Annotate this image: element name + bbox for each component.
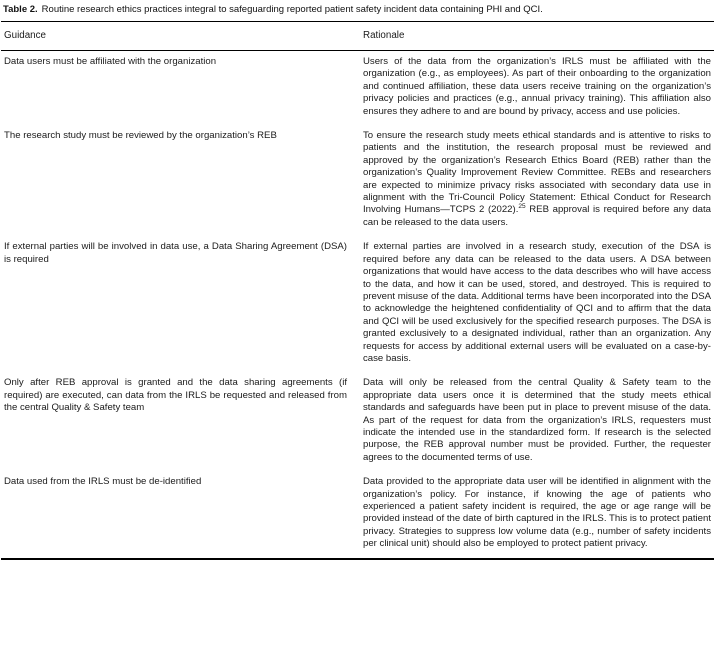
column-header-guidance: Guidance	[1, 22, 357, 51]
table-row	[1, 236, 714, 372]
table-row	[1, 51, 714, 126]
table-caption-text: Routine research ethics practices integral to safeguarding reported patient safety incident data containing PHI and QCI.	[41, 4, 543, 15]
guidance-cell: Only after REB approval is granted and the data sharing agreements (if required) are executed, can data from the IRLS be requested and released from the central Quality & Safety team	[4, 377, 347, 414]
guidance-cell: The research study must be reviewed by the organization’s REB	[4, 130, 277, 142]
rationale-cell: Data will only be released from the central Quality & Safety team to the appropriate data users once it is determined that the study meets ethical standards and safeguards have been put in place to prevent misuse of the data. As part of the request for data from the organization’s IRLS, requesters must indicate the intended use in the standardized form. If research is the selected purpose, the REB approval number must be provided. Further, the requester agrees to the documented terms of use.	[363, 377, 711, 463]
table-row	[1, 125, 714, 236]
table-caption	[1, 3, 714, 21]
table-caption-label: Table 2.	[3, 4, 38, 15]
guidance-cell: If external parties will be involved in data use, a Data Sharing Agreement (DSA) is required	[4, 241, 347, 265]
rationale-cell: Users of the data from the organization’s IRLS must be affiliated with the organization (e.g., as employees). As part of their onboarding to the organization and continued affiliation, these data users receive training on the organization’s privacy policies and practices (e.g., annual privacy training). This affiliation also ensures they adhere to and are bound by privacy, access and use policies.	[363, 56, 711, 117]
guidance-cell: Data used from the IRLS must be de-identified	[4, 476, 202, 488]
guidance-cell: Data users must be affiliated with the organization	[4, 56, 217, 67]
table-row	[1, 372, 714, 471]
rationale-cell: If external parties are involved in a research study, execution of the DSA is required before any data can be released to the data users. A DSA between organizations that would have access to the data describes who will have access to the data, and how it can be used, stored, and destroyed. This is required to prevent misuse of the data. Additional terms have been incorporated into the DSA to acknowledge the heightened confidentiality of QCI and to affirm that the data and QCI will be used exclusively for the specified research purposes. The DSA is granted exclusively to a designated individual, rather than an organization. Any requests for access by additional external users will be evaluated on a case-by-case basis.	[363, 241, 711, 364]
column-header-rationale: Rationale	[357, 22, 714, 51]
citation-superscript: 25	[518, 203, 526, 211]
table-row	[1, 471, 714, 558]
rationale-text: REB approval is required before any data can be released to the data users.	[363, 204, 712, 228]
rationale-cell	[357, 125, 714, 236]
header-row	[1, 22, 714, 51]
ethics-practices-table	[1, 21, 714, 560]
rationale-text: To ensure the research study meets ethical standards and is attentive to risks to patients and the institution, the research proposal must be reviewed and approved by the organization’s Research Ethics Board (REB) rather than the organization’s Quality Improvement Review Committee. REBs and researchers are expected to minimize privacy risks associated with secondary data use in alignment with the Tri-Council Policy Statement: Ethical Conduct for Research Involving Humans—TCPS 2 (2022).	[363, 130, 711, 216]
rationale-cell: Data provided to the appropriate data user will be identified in alignment with the organization’s policy. For instance, if knowing the age of patients who experienced a patient safety incident is required, the age or age range will be provided instead of the date of birth captured in the IRLS. This is to protect patient privacy. Strategies to suppress low volume data (e.g., number of safety incidents per clinical unit) should also be employed to protect patient privacy.	[363, 476, 711, 550]
